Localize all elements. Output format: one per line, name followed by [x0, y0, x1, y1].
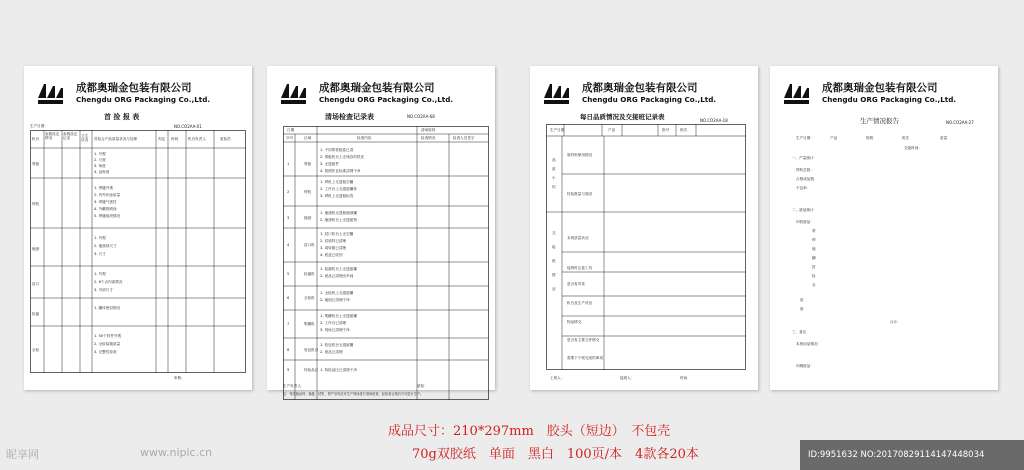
scrap-item: 封: [812, 265, 816, 269]
scrap-item: 质: [800, 298, 804, 302]
col-header: 判定: [158, 137, 166, 141]
col-header: 时间: [171, 137, 179, 141]
col-header: 卫生状况: [81, 134, 89, 143]
company-name-cn: 成都奥瑞金包装有限公司: [319, 82, 435, 94]
company-name-cn: 成都奥瑞金包装有限公司: [822, 82, 938, 94]
sign-label: 审核：: [174, 376, 185, 380]
row-number: 4: [287, 243, 290, 247]
section-title: 一、产量统计：: [792, 156, 818, 160]
check-item: 5. 焊缝组织情况: [94, 214, 121, 218]
foot-label: 上班人：: [550, 376, 565, 380]
check-item: 3. 焊缝气密性: [94, 200, 117, 204]
item-label: 本班质量状况: [567, 236, 589, 240]
spec-line-1: 成品尺寸：210*297mm 胶头（短边） 不包壳: [388, 424, 671, 439]
check-item: 3. 现场已清理干净: [320, 328, 350, 332]
form-sheet-clearance: [267, 66, 495, 396]
area-label: 检漏机: [304, 272, 315, 276]
doc-number: NO.CO2AA-18: [700, 118, 728, 123]
foot-label: 时间：: [680, 376, 691, 380]
col-header: 检查人员签字: [453, 136, 475, 140]
col-header: 参数设定情况: [45, 132, 60, 141]
check-item: 2. 内外补涂质量: [94, 193, 121, 197]
row-label: 剪板: [32, 162, 40, 166]
check-item: 3. 周转箱已清理: [320, 246, 347, 250]
check-item: 1. 封口机台上无空罐: [320, 232, 354, 236]
check-item: 1. 外观: [94, 236, 106, 240]
check-item: 3. 外部尺寸: [94, 288, 113, 292]
field-label: 不良率：: [796, 186, 811, 190]
field-label: 印刷废品：: [796, 364, 814, 368]
item-label: 需要下个班完成的事项: [567, 356, 603, 360]
doc-number: NO.CO2AA-01: [174, 124, 202, 129]
check-item: 3. 角度: [94, 164, 106, 168]
check-item: 3. 完整性检查: [94, 350, 117, 354]
side-label-handover: 交接班情况: [552, 231, 556, 291]
check-item: 2. 全检装箱质量: [94, 342, 121, 346]
field-label: 本班用品情况：: [796, 342, 822, 346]
line-label: 班次: [902, 136, 910, 140]
line-label: 交接时间：: [904, 146, 922, 150]
company-name-cn: 成都奥瑞金包装有限公司: [76, 82, 192, 94]
form-title: 生产情况报告: [860, 117, 899, 125]
check-item: 2. 工作台上无遗留罐体: [320, 187, 357, 191]
field-label: 焊机总数：: [796, 168, 814, 172]
check-item: 4. 按照作业标准清理干净: [320, 169, 361, 173]
col-header: 参数设定记录: [63, 132, 78, 141]
image-id: ID:9951632 NO:20170829114147448034: [808, 450, 985, 460]
company-logo-icon: [782, 80, 812, 106]
check-item: 4. 直角度: [94, 170, 110, 174]
doc-number: NO.CO2AA-68: [407, 114, 435, 119]
check-item: 1. 检漏机台上无遗留罐: [320, 267, 357, 271]
form-table-grid: [30, 130, 246, 380]
check-item: 1. 待检品区已清理干净: [320, 368, 357, 372]
check-item: 1. 验包机台无遗留罐: [320, 343, 354, 347]
check-item: 1. 焊机上无遗留空罐: [320, 180, 354, 184]
check-item: 2. 废品已清理出车间: [320, 274, 354, 278]
item-label: 物品移交: [567, 320, 582, 324]
row-label: 焊机: [32, 202, 40, 206]
reason-label: 清场原因: [421, 128, 436, 132]
side-label-quality: 品质小结: [552, 158, 556, 189]
line-label: 质量: [940, 136, 948, 140]
line-label: 生产日期：: [796, 136, 814, 140]
scrap-item: 翻: [812, 256, 816, 260]
form-sheet-first-inspection: [24, 66, 252, 390]
row-label: 封口: [32, 282, 40, 286]
col-header: 检查情况: [421, 136, 436, 140]
scrap-item: 废: [800, 307, 804, 311]
foot-left-label: 生产负责人：: [283, 384, 305, 388]
area-label: 集罐机: [304, 322, 315, 326]
check-item: 4. 底盖已收回: [320, 253, 343, 257]
section-title: 二、废品统计：: [792, 208, 818, 212]
top-label: 班次: [680, 128, 688, 132]
row-label: 检漏: [32, 312, 40, 316]
form-sheet-daily-quality: [530, 66, 758, 390]
scrap-item: 印铁废品：: [796, 220, 814, 224]
form-sheet-production-report: [770, 66, 998, 390]
watermark-logo: 昵享网: [6, 448, 39, 461]
col-header: 机台: [32, 137, 40, 141]
area-label: 封口机: [304, 243, 315, 247]
check-item: 1. 50个样件外观: [94, 334, 122, 338]
sum-label: 合计：: [890, 320, 901, 324]
company-logo-icon: [36, 80, 66, 106]
check-item: 1. 不同的铁板卷已清: [320, 148, 354, 152]
company-name-cn: 成都奥瑞金包装有限公司: [582, 82, 698, 94]
form-table-grid: [283, 126, 489, 406]
row-label: 缩颈: [32, 247, 40, 251]
check-item: 1. 外观: [94, 272, 106, 276]
line-label: 产品: [830, 136, 838, 140]
company-name-en: Chengdu ORG Packaging Co.,Ltd.: [822, 95, 957, 104]
col-header: 区域: [304, 136, 312, 140]
check-item: 2. 封底料已清理: [320, 239, 347, 243]
row-number: 7: [287, 322, 290, 326]
doc-number: NO.CO2AA-27: [946, 120, 974, 125]
foot-label: 接班人：: [620, 376, 635, 380]
check-item: 1. 焊缝外观: [94, 186, 113, 190]
check-item: 2. 6个点内部情况: [94, 280, 123, 284]
row-number: 9: [287, 368, 290, 372]
check-item: 1. 外观: [94, 152, 106, 156]
scrap-item: 剪: [812, 229, 816, 233]
top-label: 产品: [608, 128, 616, 132]
scrap-item: 全: [812, 283, 816, 287]
row-number: 2: [287, 190, 290, 194]
col-header: 序号: [286, 136, 294, 140]
foot-right-label: 质检：: [417, 384, 428, 388]
row-label: 全检: [32, 348, 40, 352]
top-label: 批号: [662, 128, 670, 132]
check-item: 1. 集罐机台上无遗留罐: [320, 314, 357, 318]
form-table-grid: [546, 124, 746, 374]
row-number: 1: [287, 162, 290, 166]
company-logo-icon: [279, 80, 309, 106]
item-label: 原材料使用情况: [567, 153, 593, 157]
item-label: 机台及生产状况: [567, 301, 593, 305]
date-label: 生产日期：: [30, 124, 48, 128]
check-item: 1. 罐体密封情况: [94, 306, 121, 310]
form-title: 首 捡 报 表: [104, 113, 140, 121]
check-item: 2. 工作台已清理: [320, 321, 347, 325]
watermark-url: www.nipic.cn: [140, 446, 213, 459]
spec-line-2: 70g双胶纸 单面 黑白 100页/本 4款各20本: [412, 447, 699, 462]
scrap-item: 缩: [812, 247, 816, 251]
item-label: 待检数量与原因: [567, 192, 593, 196]
form-title: 清场检查记录表: [325, 113, 374, 121]
date-label: 日期: [287, 128, 295, 132]
item-label: 是否有主要文件移交: [567, 338, 600, 342]
row-number: 8: [287, 348, 290, 352]
check-item: 4. 外翻管喷涂: [94, 207, 117, 211]
row-number: 6: [287, 296, 290, 300]
company-name-en: Chengdu ORG Packaging Co.,Ltd.: [582, 95, 717, 104]
check-item: 2. 缩颈部尺寸: [94, 244, 117, 248]
col-header: 首检合产品质量状况与处理: [94, 137, 138, 141]
col-header: 质检员: [220, 137, 231, 141]
check-item: 2. 剪板机台上无残存的铁皮: [320, 155, 365, 159]
item-label: 接班时注意工具: [567, 266, 593, 270]
check-item: 2. 尺度: [94, 158, 106, 162]
row-number: 5: [287, 272, 290, 276]
note-text: 注：每次换品种、换批、试机、停产后均应对生产现场进行清场检查，经检查合格后方可进行生产。: [283, 392, 424, 396]
scrap-item: 检: [812, 274, 816, 278]
area-label: 待检品区: [304, 368, 319, 372]
company-logo-icon: [542, 80, 572, 106]
area-label: 缩颈: [304, 216, 312, 220]
check-item: 1. 全检机上无遗留罐: [320, 291, 354, 295]
area-label: 剪板: [304, 162, 312, 166]
company-name-en: Chengdu ORG Packaging Co.,Ltd.: [76, 95, 211, 104]
section-title: 三、备注: [792, 330, 807, 334]
area-label: 验包机台: [304, 348, 319, 352]
check-item: 2. 废品已清理: [320, 350, 343, 354]
check-item: 2. 地面已清理干净: [320, 298, 350, 302]
col-header: 机台负责人: [188, 137, 206, 141]
company-name-en: Chengdu ORG Packaging Co.,Ltd.: [319, 95, 454, 104]
item-label: 是否有异常: [567, 282, 585, 286]
line-label: 规格: [866, 136, 874, 140]
scrap-item: 焊: [812, 238, 816, 242]
col-header: 检查内容: [357, 136, 372, 140]
field-label: 合格成品数：: [796, 177, 818, 181]
check-item: 1. 缩颈机无遗留缩颈罐: [320, 211, 357, 215]
area-label: 全检机: [304, 296, 315, 300]
form-title: 每日品质情况及交接班记录表: [580, 113, 665, 121]
check-item: 2. 缩颈机台上无遗留物: [320, 218, 357, 222]
check-item: 3. 无遗留件: [320, 162, 339, 166]
check-item: 3. 焊机上无遗留标签: [320, 194, 354, 198]
check-item: 3. 尺寸: [94, 252, 106, 256]
top-label: 生产日期: [550, 128, 565, 132]
row-number: 3: [287, 216, 290, 220]
area-label: 焊机: [304, 190, 312, 194]
